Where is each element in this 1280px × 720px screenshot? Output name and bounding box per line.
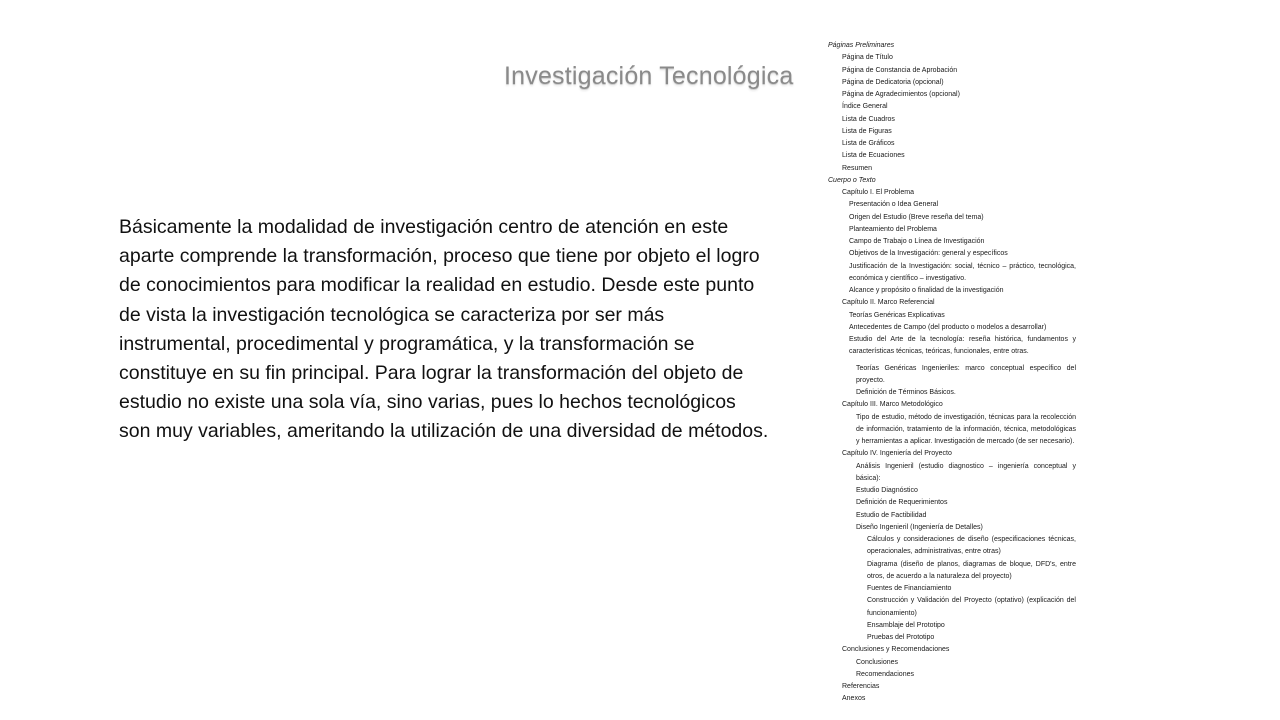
toc-item: Planteamiento del Problema: [849, 225, 937, 233]
toc-item: Lista de Figuras: [842, 127, 892, 135]
toc-item: Página de Constancia de Aprobación: [842, 66, 958, 74]
toc-item: Alcance y propósito o finalidad de la investigación: [849, 287, 1004, 294]
toc-item: Página de Título: [842, 54, 893, 62]
toc-item: Análisis Ingenieril (estudio diagnostico – ingeniería conceptual y básica):: [856, 462, 1076, 482]
toc-chapter: Capítulo II. Marco Referencial: [842, 299, 935, 307]
toc-item: Lista de Cuadros: [842, 115, 895, 123]
toc-item: Origen del Estudio (Breve reseña del tema): [849, 213, 984, 221]
toc-chapter: Capítulo I. El Problema: [842, 189, 914, 196]
toc-item: Definición de Requerimientos: [856, 499, 948, 507]
toc-item: Recomendaciones: [856, 670, 914, 678]
toc-item: Antecedentes de Campo (del producto o modelos a desarrollar): [849, 323, 1047, 331]
toc-item: Teorías Genéricas Explicativas: [849, 311, 945, 319]
toc-item: Conclusiones: [856, 658, 899, 666]
toc-item: Campo de Trabajo o Línea de Investigación: [849, 238, 985, 245]
toc-item: Definición de Términos Básicos.: [856, 389, 956, 396]
toc-item: Cálculos y consideraciones de diseño (especificaciones técnicas, operacionales, administrativas, entre otras): [867, 536, 1076, 556]
toc-item: Teorías Genéricas Ingenieriles: marco conceptual específico del proyecto.: [856, 364, 1076, 384]
toc-item: Índice General: [842, 103, 888, 111]
toc-item: Resumen: [842, 164, 872, 172]
toc-item: Fuentes de Financiamiento: [867, 585, 952, 592]
toc-chapter: Conclusiones y Recomendaciones: [842, 646, 950, 654]
toc-item: Diagrama (diseño de planos, diagramas de bloque, DFD's, entre otros, de acuerdo a la naturaleza del proyecto): [867, 560, 1076, 580]
toc-item: Página de Dedicatoria (opcional): [842, 78, 944, 86]
toc-item: Tipo de estudio, método de investigación, técnicas para la recolección de información, tratamiento de la información, técnica, metodológicas y herramientas a aplicar. Investigación de mercado (de ser necesario).: [856, 413, 1076, 445]
toc-chapter: Capítulo III. Marco Metodológico: [842, 401, 943, 409]
toc-section-heading: Cuerpo o Texto: [828, 176, 876, 184]
toc-item: Anexos: [842, 695, 866, 703]
toc-item: Objetivos de la Investigación: general y específicos: [849, 250, 1008, 258]
toc-item: Pruebas del Prototipo: [867, 634, 935, 641]
table-of-contents: [828, 40, 1076, 706]
toc-section-heading: Páginas Preliminares: [828, 42, 895, 49]
toc-chapter: Capítulo IV. Ingeniería del Proyecto: [842, 450, 952, 458]
toc-item: Estudio de Factibilidad: [856, 511, 927, 519]
toc-item: Estudio Diagnóstico: [856, 487, 918, 494]
body-paragraph: Básicamente la modalidad de investigación centro de atención en este aparte comprende la transformación, proceso que tiene por objeto el logro de conocimientos para modificar la realidad en estudio. Desde este punto de vista la investigación tecnológica se caracteriza por ser más instrumental, procedimental y programática, y la transformación se constituye en su fin principal. Para lograr la transformación del objeto de estudio no existe una sola vía, sino varias, pues lo hechos tecnológicos son muy variables, ameritando la utilización de una diversidad de métodos.: [119, 216, 769, 443]
toc-item: Estudio del Arte de la tecnología: reseña histórica, fundamentos y características técnicas, teóricas, funcionales, entre otras.: [849, 336, 1076, 356]
toc-item: Presentación o Idea General: [849, 201, 939, 209]
toc-item: Página de Agradecimientos (opcional): [842, 91, 960, 98]
toc-item: Ensamblaje del Prototipo: [867, 621, 945, 629]
toc-item: Referencias: [842, 683, 880, 690]
toc-item: Lista de Ecuaciones: [842, 152, 905, 160]
slide-title: Investigación Tecnológica: [504, 62, 794, 90]
toc-item: Lista de Gráficos: [842, 140, 895, 147]
toc-item: Construcción y Validación del Proyecto (optativo) (explicación del funcionamiento): [867, 597, 1076, 617]
toc-item: Justificación de la Investigación: social, técnico – práctico, tecnológica, económica y científico – investigativo.: [849, 262, 1076, 282]
toc-item: Diseño Ingenieril (Ingeniería de Detalles): [856, 523, 983, 531]
